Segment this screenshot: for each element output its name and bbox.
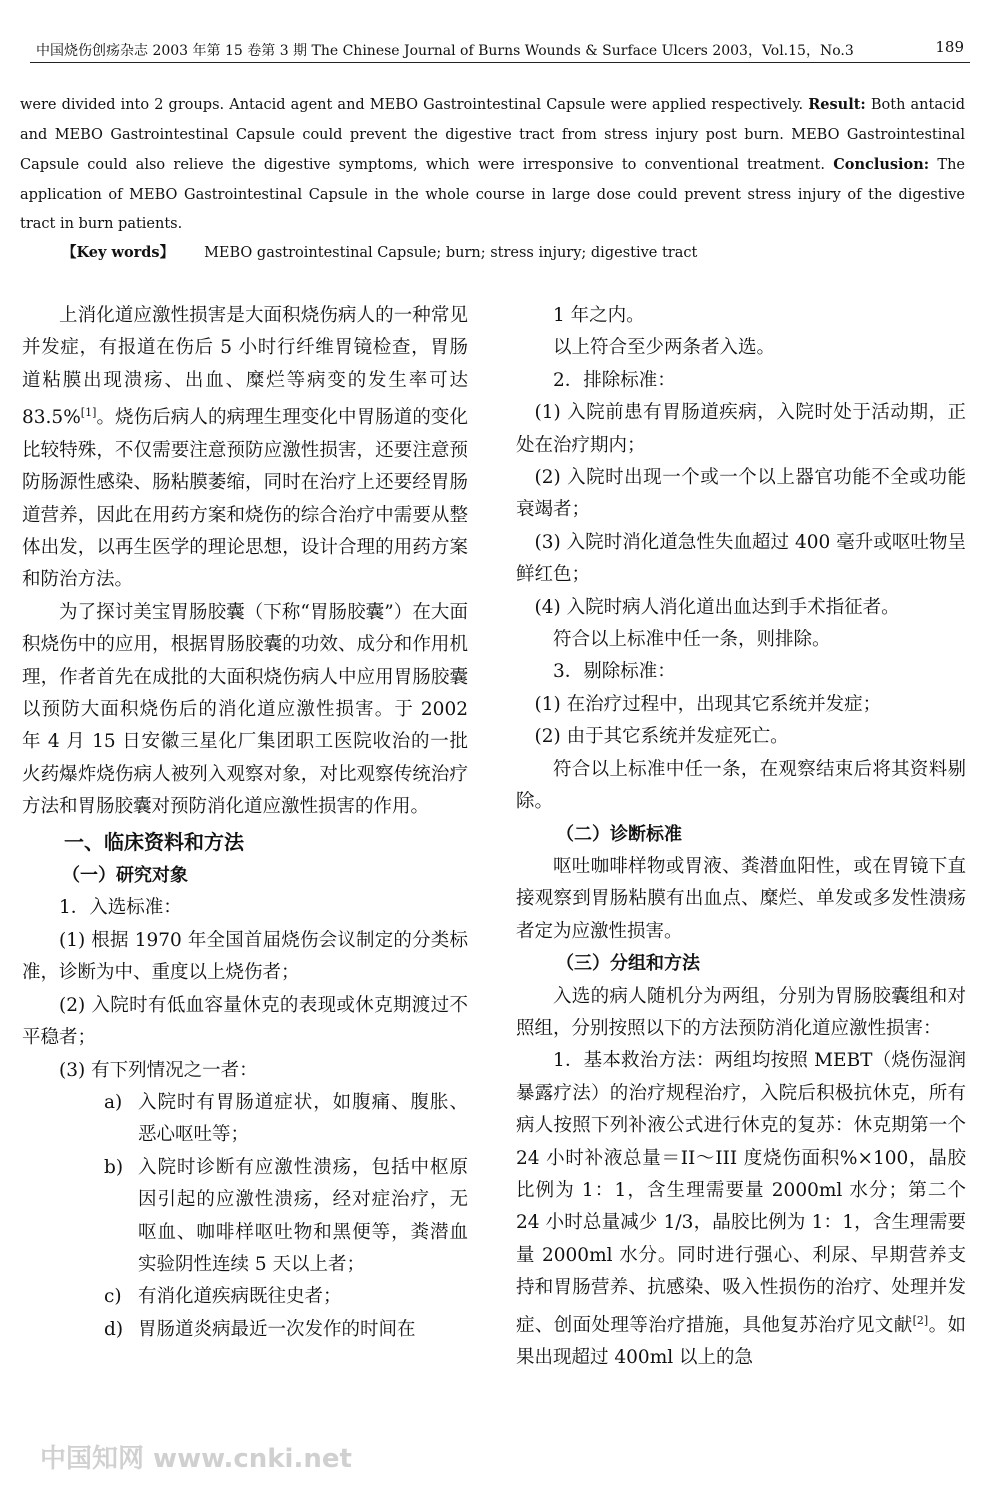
criteria-item: (3) 有下列情况之一者：	[59, 1059, 258, 1081]
subsection-heading: （二）诊断标准	[556, 823, 682, 845]
criteria-item: (1) 在治疗过程中，出现其它系统并发症；	[534, 693, 882, 715]
criteria-item: (2) 入院时出现一个或一个以上器官功能不全或功能衰竭者；	[516, 467, 966, 521]
page-number: 189	[935, 38, 964, 56]
sub-item-d: d) 胃肠道炎病最近一次发作的时间在	[104, 1318, 416, 1340]
right-column	[516, 300, 966, 1375]
criteria-item: (3) 入院时消化道急性失血超过 400 毫升或呕吐物呈鲜红色；	[516, 531, 966, 586]
keywords	[62, 241, 962, 265]
exclusion-criteria-title: 2．排除标准：	[553, 369, 676, 391]
running-header	[30, 36, 970, 63]
paragraph: 以上符合至少两条者入选。	[553, 337, 776, 359]
abstract-text-2: Both antacid and MEBO Gastrointestinal Capsule could prevent the digestive tract from stress injury post burn. MEBO Gastrointestinal Capsule could also relieve the digestive symptoms, which were irresponsive to conventional treatment.	[20, 97, 965, 173]
sub-item-b: b) 入院时诊断有应激性溃疡，包括中枢原因引起的应激性溃疡，经对症治疗，无呕血、咖啡样呕吐物和黑便等，粪潜血实验阴性连续 5 天以上者；	[104, 1156, 468, 1275]
subsection-heading: （一）研究对象	[62, 865, 188, 887]
citation-2: [2]	[912, 1313, 929, 1327]
criteria-item: (2) 由于其它系统并发症死亡。	[534, 726, 789, 748]
intro-paragraph-1: 上消化道应激性损害是大面积烧伤病人的一种常见并发症，有报道在伤后 5 小时行纤维胃镜检查，胃肠道粘膜出现溃疡、出血、糜烂等病变的发生率可达 83.5%[1]。烧伤后病人的病理生理变化中胃肠道的变化比较特殊，不仅需要注意预防应激性损害，还要注意预防肠源性感染、肠粘膜萎缩，同时在治疗上还要经胃肠道营养，因此在用药方案和烧伤的综合治疗中需要从整体出发，以再生医学的理论思想，设计合理的用药方案和防治方法。	[22, 305, 468, 591]
sub-item-a: a) 入院时有胃肠道症状，如腹痛、腹胀、恶心呕吐等；	[104, 1091, 468, 1146]
inclusion-criteria-title: 1．入选标准：	[59, 897, 182, 919]
abstract-text-3: The application of MEBO Gastrointestinal Capsule in the whole course in large dose could prevent stress injury of the digestive tract in burn patients.	[20, 157, 965, 232]
section-heading: 一、临床资料和方法	[64, 829, 244, 854]
paragraph: 1 年之内。	[553, 305, 645, 326]
criteria-item: (1) 入院前患有胃肠道疾病，入院时处于活动期，正处在治疗期内；	[516, 402, 966, 456]
paragraph: 1．基本救治方法：两组均按照 MEBT（烧伤湿润暴露疗法）的治疗规程治疗，入院后积极抗休克，所有病人按照下列补液公式进行休克的复苏：休克期第一个 24 小时补液总量＝II～III 度烧伤面积%×100，晶胶比例为 1：1，含生理需要量 2000ml 水分；第二个 24 小时总量减少 1/3，晶胶比例为 1：1，含生理需要量 2000ml 水分。同时进行强心、利尿、早期营养支持和胃肠营养、抗感染、吸入性损伤的治疗、处理并发症、创面处理等治疗措施，具他复苏治疗见文献[2]。如果出现超过 400ml 以上的急	[516, 1050, 966, 1369]
intro-paragraph-2: 为了探讨美宝胃肠胶囊（下称“胃肠胶囊”）在大面积烧伤中的应用，根据胃肠胶囊的功效、成分和作用机理，作者首先在成批的大面积烧伤病人中应用胃肠胶囊以预防大面积烧伤后的消化道应激性损害。于 2002 年 4 月 15 日安徽三星化厂集团职工医院收治的一批火药爆炸烧伤病人被列入观察对象，对比观察传统治疗方法和胃肠胶囊对预防消化道应激性损害的作用。	[22, 601, 468, 818]
citation-1: [1]	[80, 406, 97, 420]
abstract-text-1: were divided into 2 groups. Antacid agent and MEBO Gastrointestinal Capsule were applied respectively.	[20, 97, 809, 113]
subsection-heading: （三）分组和方法	[556, 953, 700, 975]
keywords-text: MEBO gastrointestinal Capsule; burn; stress injury; digestive tract	[204, 245, 698, 261]
english-abstract	[20, 90, 965, 240]
paragraph: 符合以上标准中任一条，则排除。	[553, 629, 831, 651]
watermark: 中国知网 www.cnki.net	[40, 1444, 352, 1474]
criteria-item: (4) 入院时病人消化道出血达到手术指征者。	[534, 596, 900, 618]
removal-criteria-title: 3．剔除标准：	[553, 661, 676, 683]
paragraph: 入选的病人随机分为两组，分别为胃肠胶囊组和对照组，分别按照以下的方法预防消化道应激性损害：	[516, 985, 966, 1039]
paragraph: 呕吐咖啡样物或胃液、粪潜血阳性，或在胃镜下直接观察到胃肠粘膜有出血点、糜烂、单发或多发性溃疡者定为应激性损害。	[516, 855, 966, 942]
result-label: Result:	[808, 96, 866, 113]
keywords-label: 【Key words】	[62, 244, 175, 261]
conclusion-label: Conclusion:	[833, 156, 930, 173]
running-title: 中国烧伤创疡杂志 2003 年第 15 卷第 3 期 The Chinese Journal of Burns Wounds & Surface Ulcers 2003，Vol.15，No.3	[36, 43, 854, 59]
criteria-item: (2) 入院时有低血容量休克的表现或休克期渡过不平稳者；	[22, 994, 468, 1049]
sub-item-c: c) 有消化道疾病既往史者；	[104, 1286, 342, 1308]
criteria-item: (1) 根据 1970 年全国首届烧伤会议制定的分类标准，诊断为中、重度以上烧伤者；	[22, 929, 468, 984]
left-column	[22, 300, 468, 1346]
paragraph: 符合以上标准中任一条，在观察结束后将其资料剔除。	[516, 758, 966, 813]
